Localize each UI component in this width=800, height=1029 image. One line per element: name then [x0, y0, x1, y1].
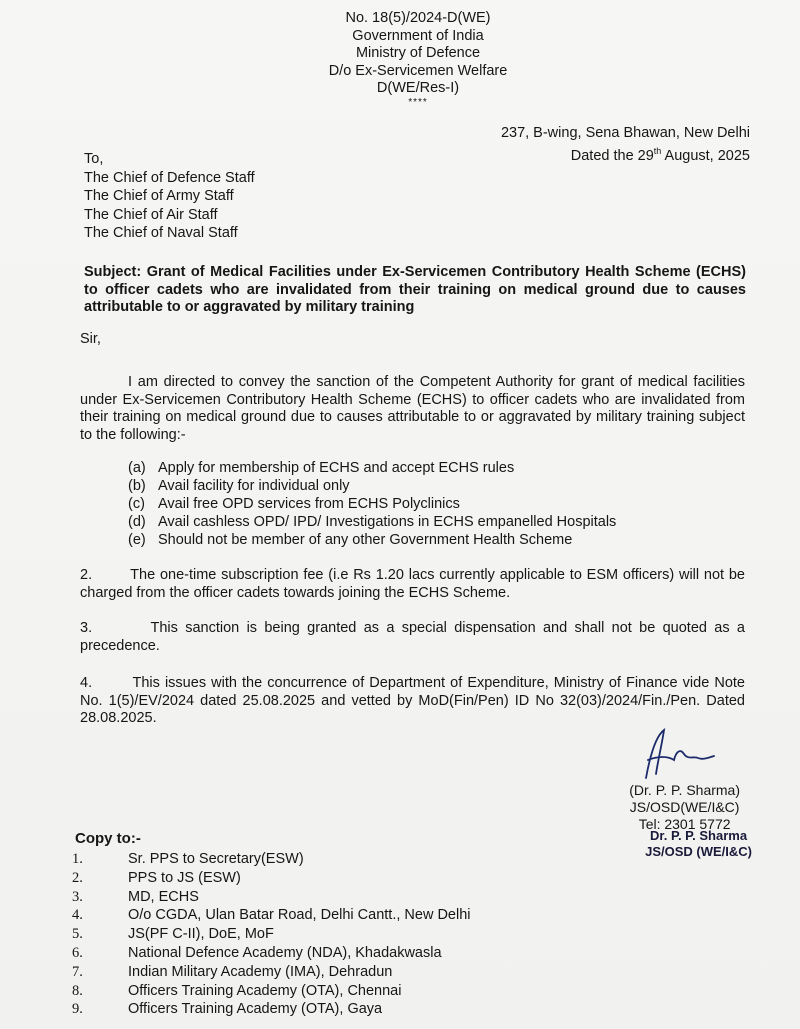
stamp-name: Dr. P. P. Sharma — [650, 828, 748, 843]
header-stars: **** — [408, 96, 428, 108]
list-item: (d) Avail cashless OPD/ IPD/ Investigations in ECHS empanelled Hospitals — [128, 514, 617, 530]
list-item: (c) Avail free OPD services from ECHS Polyclinics — [128, 496, 460, 512]
handwritten-signature — [628, 726, 718, 786]
list-item: 1. Sr. PPS to Secretary(ESW) — [72, 851, 304, 867]
list-item: (a) Apply for membership of ECHS and accept ECHS rules — [128, 460, 515, 476]
salutation: Sir, — [80, 331, 101, 347]
department-name: D/o Ex-Servicemen Welfare — [328, 62, 508, 79]
paragraph-4: 4. This issues with the concurrence of Department of Expenditure, Ministry of Finance vide Note No. 1(5)/EV/2024 dated 25.08.2025 and vetted by MoD(Fin/Pen) ID No 32(03)/2024/Fin./Pen. Dated 28.08.2025. — [80, 675, 750, 726]
recipient: The Chief of Defence Staff — [84, 169, 255, 186]
government-name: Government of India — [352, 27, 484, 44]
to-label: To, — [84, 151, 104, 167]
letter-header — [0, 10, 800, 108]
list-item: 6. National Defence Academy (NDA), Khadakwasla — [72, 944, 442, 961]
list-item: (b) Avail facility for individual only — [128, 478, 350, 494]
list-item: 4. O/o CGDA, Ulan Batar Road, Delhi Cantt., New Delhi — [72, 907, 471, 924]
conditions-list — [128, 459, 616, 549]
copy-to-list — [72, 850, 471, 1019]
sender-address — [501, 125, 750, 165]
paragraph-2: 2. The one-time subscription fee (i.e Rs 1.20 lacs currently applicable to ESM officers) will not be charged from the officer cadets towards joining the ECHS Scheme. — [80, 567, 750, 601]
list-item: (e) Should not be member of any other Government Health Scheme — [128, 532, 573, 548]
date-line: Dated the 29th August, 2025 — [570, 145, 750, 164]
recipients-block — [84, 150, 255, 243]
copy-to-title: Copy to:- — [75, 830, 141, 847]
signatory-telephone: Tel: 2301 5772 — [638, 816, 731, 832]
list-item: 3. MD, ECHS — [72, 888, 199, 905]
paragraph-1: I am directed to convey the sanction of the Competent Authority for grant of medical facilities under Ex-Servicemen Contributory Health Scheme (ECHS) to officer cadets who are invalidated from their training on medical ground due to causes attributable to or aggravated by military training subject to the following:- — [80, 374, 745, 443]
signatory-designation: JS/OSD(WE/I&C) — [629, 799, 740, 815]
recipient: The Chief of Army Staff — [84, 188, 234, 204]
list-item: 2. PPS to JS (ESW) — [72, 869, 241, 886]
recipient: The Chief of Naval Staff — [84, 225, 238, 241]
list-item: 5. JS(PF C-II), DoE, MoF — [72, 926, 274, 943]
list-item: 7. Indian Military Academy (IMA), Dehradun — [72, 963, 393, 980]
subject-line: Subject: Grant of Medical Facilities under Ex-Servicemen Contributory Health Scheme (ECHS) to officer cadets who are invalidated from their training on medical ground due to causes attributable to or aggravated by military training — [84, 264, 746, 315]
list-item: 9. Officers Training Academy (OTA), Gaya — [72, 1001, 383, 1018]
section-name: D(WE/Res-I) — [376, 80, 460, 96]
official-stamp — [645, 828, 752, 860]
list-item: 8. Officers Training Academy (OTA), Chennai — [72, 982, 402, 999]
ministry-name: Ministry of Defence — [355, 45, 481, 61]
file-number: No. 18(5)/2024-D(WE) — [345, 10, 491, 26]
signatory-name: (Dr. P. P. Sharma) — [629, 782, 740, 798]
signature-block — [629, 782, 740, 833]
stamp-designation: JS/OSD (WE/I&C) — [645, 844, 752, 859]
paragraph-3: 3. This sanction is being granted as a special dispensation and shall not be quoted as a precedence. — [80, 620, 750, 654]
address-line: 237, B-wing, Sena Bhawan, New Delhi — [500, 125, 750, 141]
recipient: The Chief of Air Staff — [84, 206, 218, 223]
